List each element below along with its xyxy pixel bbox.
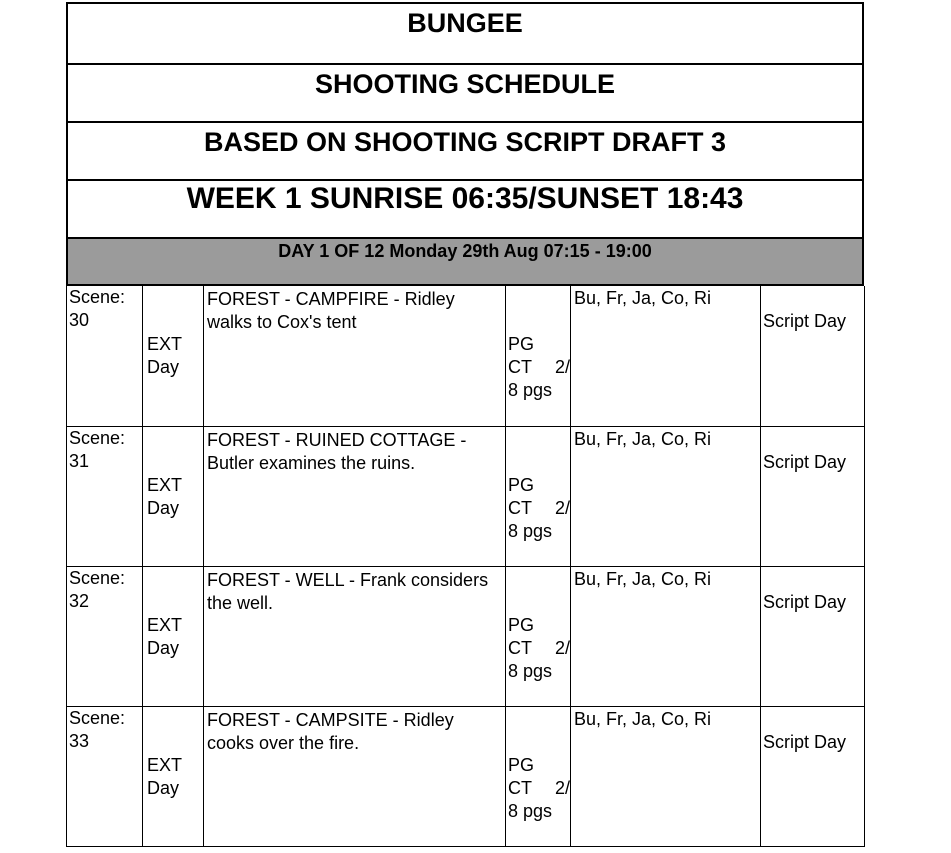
description-line: the well. (207, 592, 274, 613)
script-day-cell (761, 426, 865, 566)
scene-cell (67, 286, 143, 426)
subtitle-row (66, 63, 864, 121)
pg-label: PG (508, 614, 535, 635)
pages-count: 8 pgs (508, 520, 553, 541)
ct-fraction: 2/ (554, 637, 570, 658)
time-of-day: Day (147, 777, 180, 798)
int-ext-cell (143, 706, 204, 846)
scenes-table (66, 286, 865, 847)
cast-cell (571, 706, 761, 846)
int-ext-cell (143, 426, 204, 566)
scene-label: Scene: (69, 287, 126, 307)
script-draft-label: BASED ON SHOOTING SCRIPT DRAFT 3 (203, 127, 727, 157)
description-line: FOREST - CAMPFIRE - Ridley (207, 289, 455, 309)
scene-cell (67, 706, 143, 846)
table-row (67, 566, 865, 706)
schedule-title: SHOOTING SCHEDULE (314, 69, 616, 99)
scene-number: 32 (69, 590, 90, 611)
scene-label: Scene: (69, 707, 126, 728)
cast-list: Bu, Fr, Ja, Co, Ri (574, 428, 712, 449)
film-title: BUNGEE (407, 8, 523, 38)
int-ext: EXT (147, 474, 183, 495)
scene-label: Scene: (69, 427, 126, 448)
cast-list: Bu, Fr, Ja, Co, Ri (574, 288, 712, 308)
ct-fraction: 2/ (554, 357, 570, 377)
week-sunrise-sunset: WEEK 1 SUNRISE 06:35/SUNSET 18:43 (186, 182, 744, 215)
page-count-cell (506, 706, 571, 846)
description-cell (204, 706, 506, 846)
description-line: FOREST - CAMPSITE - Ridley (207, 709, 454, 730)
table-row (67, 706, 865, 846)
time-of-day: Day (147, 637, 180, 658)
day-header (66, 237, 864, 286)
scene-number: 31 (69, 450, 90, 471)
script-day-cell (761, 286, 865, 426)
ct-fraction: 2/ (554, 777, 570, 798)
ct-label: CT (508, 357, 532, 377)
description-line: walks to Cox's tent (207, 312, 357, 332)
scene-cell (67, 426, 143, 566)
time-of-day: Day (147, 497, 180, 518)
scene-number: 30 (69, 310, 90, 330)
time-of-day: Day (147, 357, 180, 377)
script-draft-row (66, 121, 864, 179)
page-count-cell (506, 426, 571, 566)
description-cell (204, 566, 506, 706)
table-row (67, 426, 865, 566)
description-line: cooks over the fire. (207, 732, 360, 753)
cast-list: Bu, Fr, Ja, Co, Ri (574, 708, 712, 729)
script-day-cell (761, 706, 865, 846)
page-count-cell (506, 286, 571, 426)
week-row (66, 179, 864, 237)
pages-count: 8 pgs (508, 380, 553, 400)
description-cell (204, 286, 506, 426)
script-day: Script Day (763, 451, 847, 472)
ct-label: CT (508, 637, 532, 658)
int-ext-cell (143, 286, 204, 426)
cast-cell (571, 566, 761, 706)
description-line: FOREST - RUINED COTTAGE - (207, 429, 467, 450)
schedule-sheet (66, 2, 864, 847)
cast-cell (571, 286, 761, 426)
cast-list: Bu, Fr, Ja, Co, Ri (574, 568, 712, 589)
ct-label: CT (508, 497, 532, 518)
title-row (66, 2, 864, 63)
pg-label: PG (508, 754, 535, 775)
description-line: FOREST - WELL - Frank considers (207, 569, 489, 590)
table-row (67, 286, 865, 426)
cast-cell (571, 426, 761, 566)
scene-number: 33 (69, 730, 90, 751)
script-day-cell (761, 566, 865, 706)
int-ext: EXT (147, 754, 183, 775)
ct-label: CT (508, 777, 532, 798)
int-ext: EXT (147, 614, 183, 635)
description-line: Butler examines the ruins. (207, 452, 416, 473)
pages-count: 8 pgs (508, 800, 553, 821)
day-label: DAY 1 OF 12 Monday 29th Aug 07:15 - 19:00 (278, 241, 652, 261)
ct-fraction: 2/ (554, 497, 570, 518)
script-day: Script Day (763, 731, 847, 752)
scene-label: Scene: (69, 567, 126, 588)
script-day: Script Day (763, 591, 847, 612)
pages-count: 8 pgs (508, 660, 553, 681)
scene-cell (67, 566, 143, 706)
pg-label: PG (508, 334, 535, 354)
int-ext-cell (143, 566, 204, 706)
pg-label: PG (508, 474, 535, 495)
page-count-cell (506, 566, 571, 706)
script-day: Script Day (763, 311, 847, 331)
int-ext: EXT (147, 334, 183, 354)
description-cell (204, 426, 506, 566)
